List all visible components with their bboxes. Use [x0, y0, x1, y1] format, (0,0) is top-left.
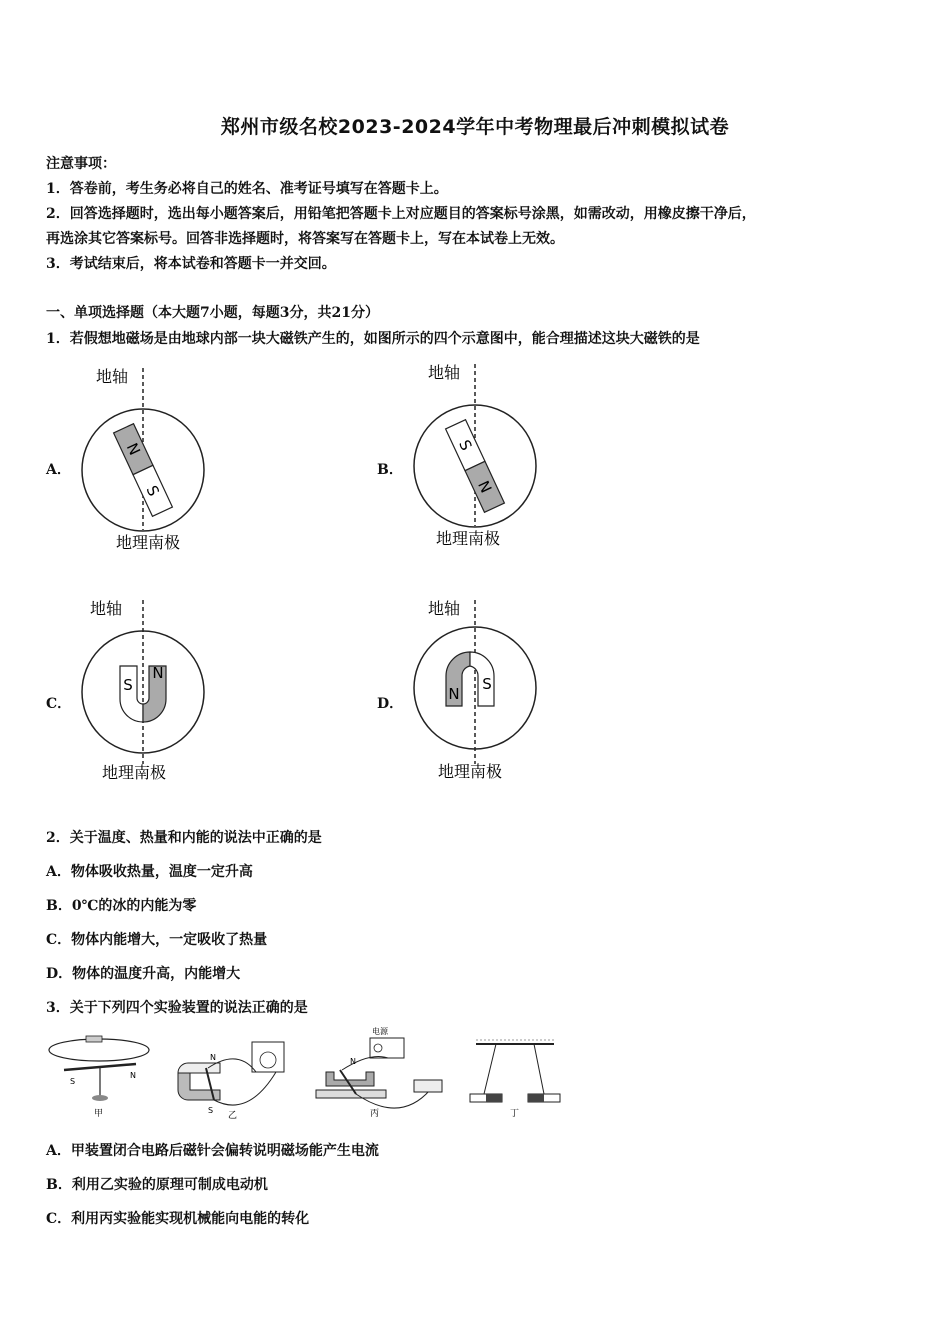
question-3-stem: 3．关于下列四个实验装置的说法正确的是: [46, 1000, 308, 1016]
notice-heading: 注意事项：: [46, 156, 116, 172]
q1-figure-c: [70, 594, 230, 794]
notice-item: 1．答卷前，考生务必将自己的姓名、准考证号填写在答题卡上。: [46, 181, 448, 197]
section-heading: 一、单项选择题（本大题7小题，每题3分，共21分）: [46, 305, 379, 321]
axis-label: 地轴: [96, 367, 129, 386]
q3-figure-ding: [466, 1030, 562, 1120]
q3-option: C．利用丙实验能实现机械能向电能的转化: [46, 1211, 310, 1227]
q1-figure-b: [402, 356, 562, 556]
notice-item: 2．回答选择题时，选出每小题答案后，用铅笔把答题卡上对应题目的答案标号涂黑，如需改动，用橡皮擦干净后，: [46, 206, 756, 222]
q1-option-c-label: C．: [46, 696, 72, 712]
magnet-north-label: N: [448, 685, 460, 703]
south-pole-label: 地理南极: [116, 533, 181, 552]
south-pole-label: 地理南极: [102, 763, 167, 782]
power-label: 电源: [372, 1027, 388, 1036]
fig-label-jia: 甲: [94, 1109, 104, 1119]
yi-north-label: N: [210, 1053, 216, 1062]
q3-figure-yi: [168, 1028, 298, 1120]
notice-item: 再选涂其它答案标号。回答非选择题时，将答案写在答题卡上，写在本试卷上无效。: [46, 231, 564, 247]
q3-figure-bing: [310, 1024, 458, 1120]
fig-label-yi: 乙: [228, 1111, 238, 1120]
question-1-stem: 1．若假想地磁场是由地球内部一块大磁铁产生的，如图所示的四个示意图中，能合理描述这块大磁铁的是: [46, 331, 700, 347]
page-title: 郑州市级名校2023-2024学年中考物理最后冲刺模拟试卷: [220, 116, 730, 138]
q2-option: D．物体的温度升高，内能增大: [46, 966, 241, 982]
q1-figure-d: [402, 594, 562, 794]
magnet-north-label: N: [152, 664, 164, 682]
magnet-south-label: S: [455, 437, 476, 454]
q2-option: C．物体内能增大，一定吸收了热量: [46, 932, 268, 948]
q1-option-b-label: B．: [377, 462, 403, 478]
south-pole-label: 地理南极: [438, 762, 503, 781]
question-2-stem: 2．关于温度、热量和内能的说法中正确的是: [46, 830, 322, 846]
yi-south-label: S: [208, 1106, 214, 1115]
fig-label-ding: 丁: [510, 1109, 520, 1119]
u-magnet: [446, 652, 494, 706]
needle-south-label: S: [70, 1077, 76, 1086]
axis-label: 地轴: [428, 363, 461, 382]
q1-option-a-label: A．: [46, 462, 71, 478]
magnet-south-label: S: [142, 482, 163, 499]
axis-label: 地轴: [428, 599, 461, 618]
q3-option: A．甲装置闭合电路后磁针会偏转说明磁场能产生电流: [46, 1143, 379, 1159]
q2-option: B．0℃的冰的内能为零: [46, 898, 197, 914]
axis-label: 地轴: [90, 599, 123, 618]
bing-north-label: N: [350, 1057, 356, 1066]
q3-option: B．利用乙实验的原理可制成电动机: [46, 1177, 268, 1193]
notice-item: 3．考试结束后，将本试卷和答题卡一并交回。: [46, 256, 336, 272]
magnet-south-label: S: [123, 676, 133, 694]
magnet-north-label: N: [122, 440, 144, 459]
q2-option: A．物体吸收热量，温度一定升高: [46, 864, 253, 880]
magnet-south-label: S: [482, 675, 492, 693]
q1-figure-a: [70, 360, 230, 560]
magnet-north-label: N: [474, 477, 496, 496]
fig-label-bing: 丙: [370, 1109, 380, 1119]
needle-north-label: N: [130, 1071, 136, 1080]
south-pole-label: 地理南极: [436, 529, 501, 548]
q3-figure-jia: [44, 1028, 156, 1120]
q1-option-d-label: D．: [377, 696, 404, 712]
